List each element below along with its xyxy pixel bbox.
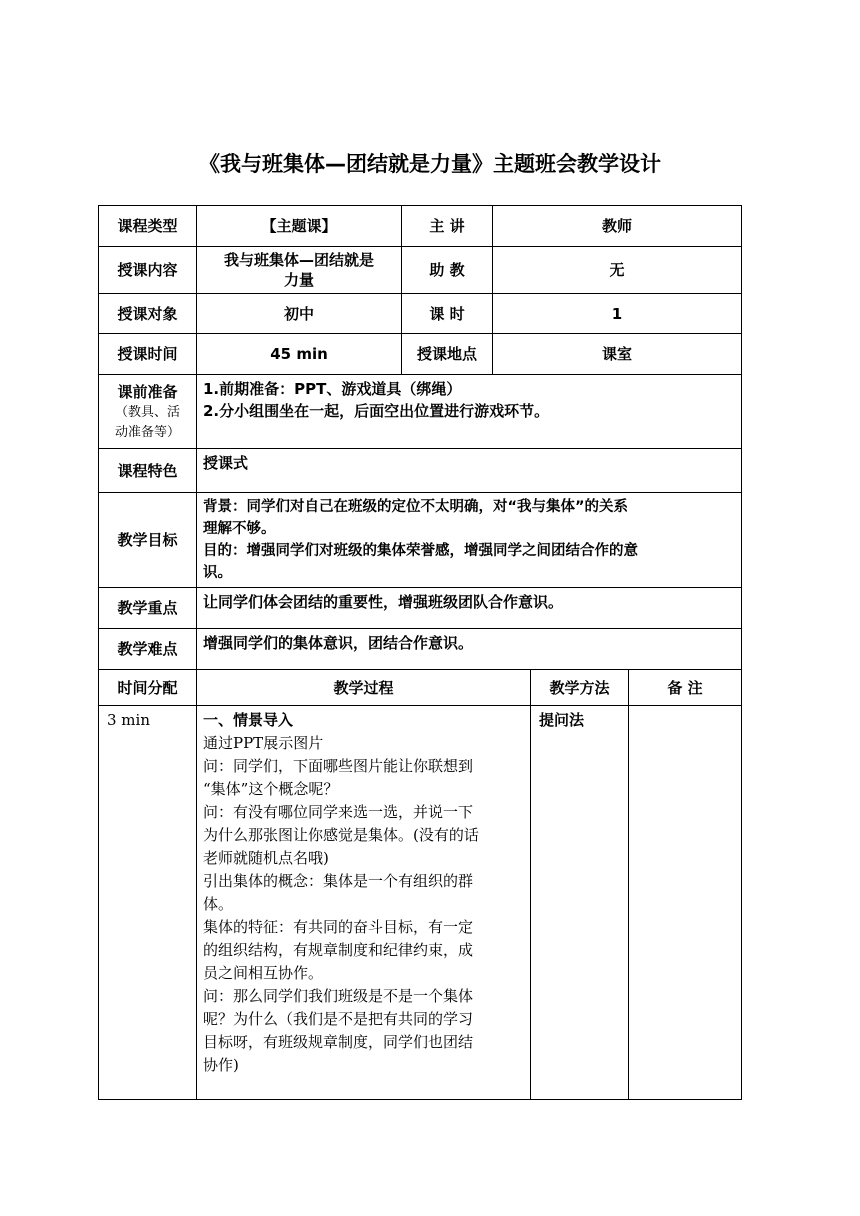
header-notes: 备 注: [667, 678, 703, 697]
lecturer-value: 教师: [601, 217, 632, 235]
process-line: 问：同学们，下面哪些图片能让你联想到: [203, 757, 474, 775]
prep-sub-2: 动准备等）: [114, 424, 180, 440]
page-title: 《我与班集体—团结就是力量》主题班会教学设计: [199, 152, 661, 176]
prep-sub-1: （教具、活: [114, 404, 180, 420]
header-process: 教学过程: [333, 678, 394, 697]
goals-line-1: 背景：同学们对自己在班级的定位不太明确，对“我与集体”的关系: [203, 499, 629, 515]
features-text: 授课式: [203, 454, 249, 472]
assistant-value: 无: [609, 261, 625, 279]
key-points-text: 让同学们体会团结的重要性，增强班级团队合作意识。: [203, 593, 564, 611]
prep-value: [197, 375, 741, 448]
key-points-label: 教学重点: [117, 599, 178, 617]
process-heading: 一、情景导入: [203, 711, 294, 729]
course-type-label: 课程类型: [117, 217, 178, 235]
process-line: 体。: [203, 895, 234, 913]
process-line: 通过PPT展示图片: [203, 734, 324, 752]
content-value-line-2: 力量: [283, 271, 314, 289]
features-value: [197, 449, 741, 492]
assistant-label: 助 教: [429, 261, 465, 279]
time-label: 授课时间: [117, 345, 178, 363]
process-line: 的组织结构，有规章制度和纪律约束，成: [203, 941, 474, 959]
process-line: 老师就随机点名哦): [203, 849, 329, 867]
header-method: 教学方法: [549, 678, 610, 697]
process-line: 为什么那张图让你感觉是集体。(没有的话: [203, 826, 479, 844]
prep-label-cell: [99, 375, 196, 448]
goals-value: [197, 493, 741, 587]
goals-line-2: 理解不够。: [203, 521, 276, 537]
process-time: 3 min: [107, 711, 150, 729]
lecturer-label: 主 讲: [429, 217, 465, 235]
location-label: 授课地点: [416, 345, 477, 363]
process-line: 引出集体的概念：集体是一个有组织的群: [203, 872, 474, 890]
difficulties-label: 教学难点: [117, 640, 178, 658]
hours-label: 课 时: [429, 304, 465, 323]
audience-label: 授课对象: [117, 304, 178, 323]
process-line: “集体”这个概念呢？: [203, 780, 339, 798]
process-body: [197, 706, 530, 1099]
prep-line-1: 1.前期准备：PPT、游戏道具（绑绳）: [203, 380, 462, 398]
audience-value: 初中: [283, 304, 314, 323]
hours-value: 1: [611, 304, 623, 323]
key-points-value: [197, 588, 741, 628]
header-time: 时间分配: [117, 678, 178, 697]
difficulties-text: 增强同学们的集体意识，团结合作意识。: [203, 634, 474, 652]
content-value: [197, 247, 401, 293]
process-line: 问：那么同学们我们班级是不是一个集体: [203, 987, 474, 1005]
features-label: 课程特色: [117, 461, 178, 480]
process-line: 集体的特征：有共同的奋斗目标，有一定: [203, 918, 474, 936]
process-line: 目标呀，有班级规章制度，同学们也团结: [203, 1033, 474, 1051]
difficulties-value: [197, 629, 741, 669]
goals-label: 教学目标: [117, 531, 178, 549]
goals-line-4: 识。: [203, 565, 232, 581]
process-line: 员之间相互协作。: [203, 964, 324, 982]
course-type-value: 【主题课】: [261, 217, 337, 235]
time-value: 45 min: [270, 345, 328, 363]
content-label: 授课内容: [117, 261, 178, 279]
prep-line-2: 2.分小组围坐在一起，后面空出位置进行游戏环节。: [203, 402, 550, 420]
prep-label: 课前准备: [117, 382, 178, 401]
process-notes: [629, 706, 741, 1099]
process-method: 提问法: [539, 711, 585, 729]
location-value: 课室: [601, 345, 632, 363]
process-line: 协作): [203, 1056, 239, 1074]
content-value-line-1: 我与班集体—团结就是: [223, 251, 374, 269]
process-line: 呢？为什么（我们是不是把有共同的学习: [203, 1010, 474, 1028]
goals-line-3: 目的：增强同学们对班级的集体荣誉感，增强同学之间团结合作的意: [203, 543, 638, 559]
process-line: 问：有没有哪位同学来选一选，并说一下: [203, 803, 474, 821]
